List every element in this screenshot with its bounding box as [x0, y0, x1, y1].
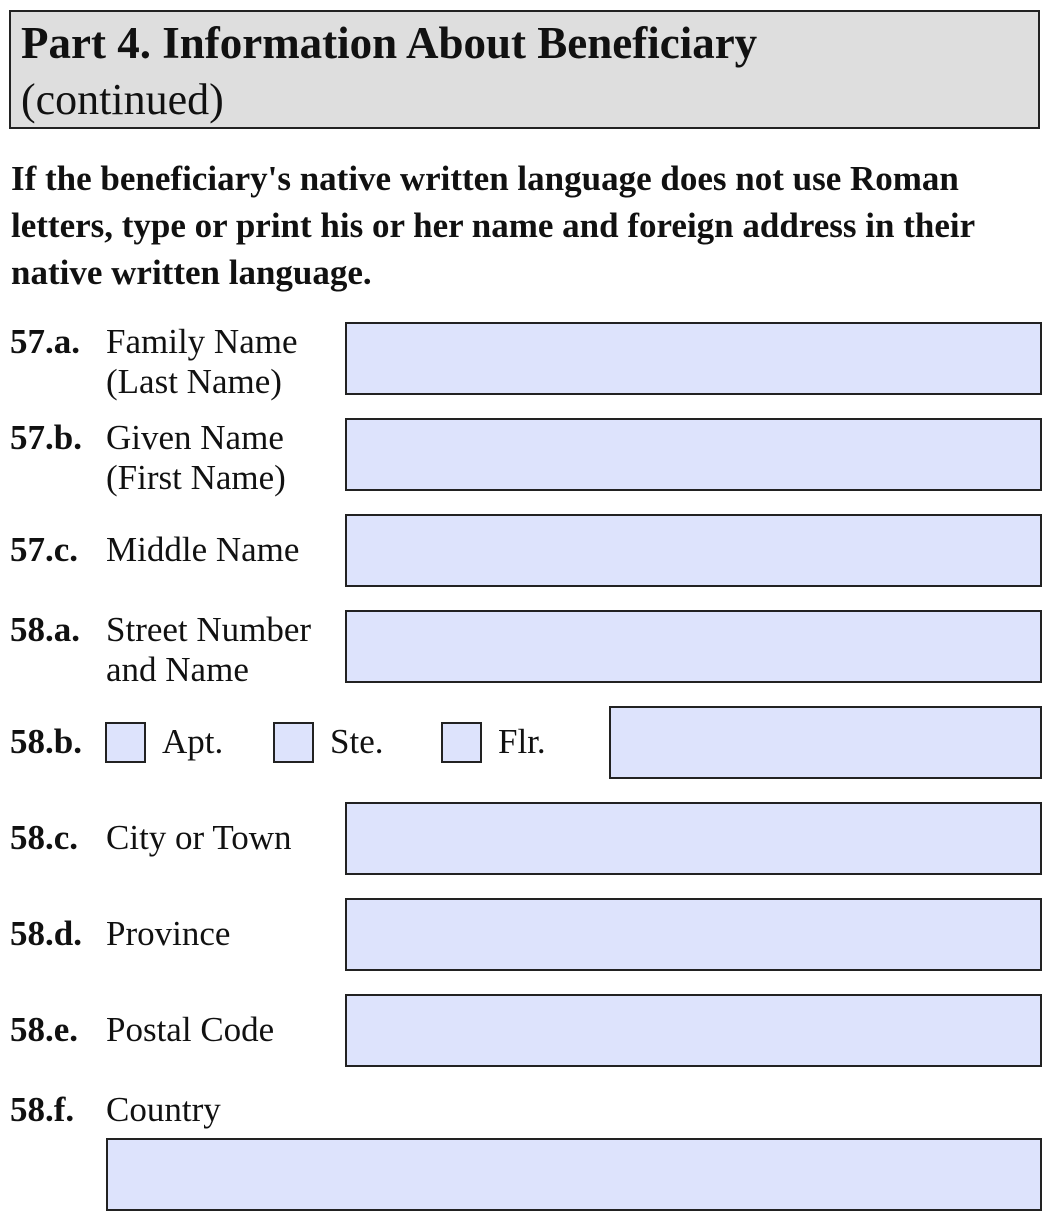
instructions-text: If the beneficiary's native written language does not use Roman letters, type or print his or her name and foreign address in their native written language.	[11, 159, 975, 292]
item-number-57b: 57.b.	[10, 418, 82, 457]
ste-checkbox[interactable]	[273, 722, 314, 763]
family-name-label-line2: (Last Name)	[106, 362, 282, 401]
middle-name-label: Middle Name	[106, 530, 300, 569]
family-name-input[interactable]	[345, 322, 1042, 395]
given-name-label-line1: Given Name	[106, 418, 284, 457]
province-label: Province	[106, 914, 231, 953]
middle-name-input[interactable]	[345, 514, 1042, 587]
province-input[interactable]	[345, 898, 1042, 971]
item-number-58f: 58.f.	[10, 1090, 75, 1129]
postal-code-input[interactable]	[345, 994, 1042, 1067]
postal-code-label: Postal Code	[106, 1010, 275, 1049]
section-title: Part 4. Information About Beneficiary	[21, 18, 758, 68]
item-number-58d: 58.d.	[10, 914, 82, 953]
ste-label: Ste.	[330, 722, 384, 761]
country-input[interactable]	[106, 1138, 1042, 1211]
city-input[interactable]	[345, 802, 1042, 875]
item-number-57a: 57.a.	[10, 322, 80, 361]
street-label-line2: and Name	[106, 650, 249, 689]
unit-number-input[interactable]	[609, 706, 1042, 779]
given-name-label-line2: (First Name)	[106, 458, 286, 497]
family-name-label-line1: Family Name	[106, 322, 298, 361]
country-label: Country	[106, 1090, 221, 1129]
flr-checkbox[interactable]	[441, 722, 482, 763]
street-label-line1: Street Number	[106, 610, 312, 649]
item-number-58b: 58.b.	[10, 722, 82, 761]
item-number-57c: 57.c.	[10, 530, 79, 569]
given-name-input[interactable]	[345, 418, 1042, 491]
item-number-58a: 58.a.	[10, 610, 80, 649]
street-input[interactable]	[345, 610, 1042, 683]
flr-label: Flr.	[498, 722, 546, 761]
section-header	[9, 10, 1040, 129]
item-number-58e: 58.e.	[10, 1010, 79, 1049]
apt-checkbox[interactable]	[105, 722, 146, 763]
city-label: City or Town	[106, 818, 292, 857]
apt-label: Apt.	[162, 722, 224, 761]
section-subtitle: (continued)	[21, 75, 224, 124]
item-number-58c: 58.c.	[10, 818, 79, 857]
